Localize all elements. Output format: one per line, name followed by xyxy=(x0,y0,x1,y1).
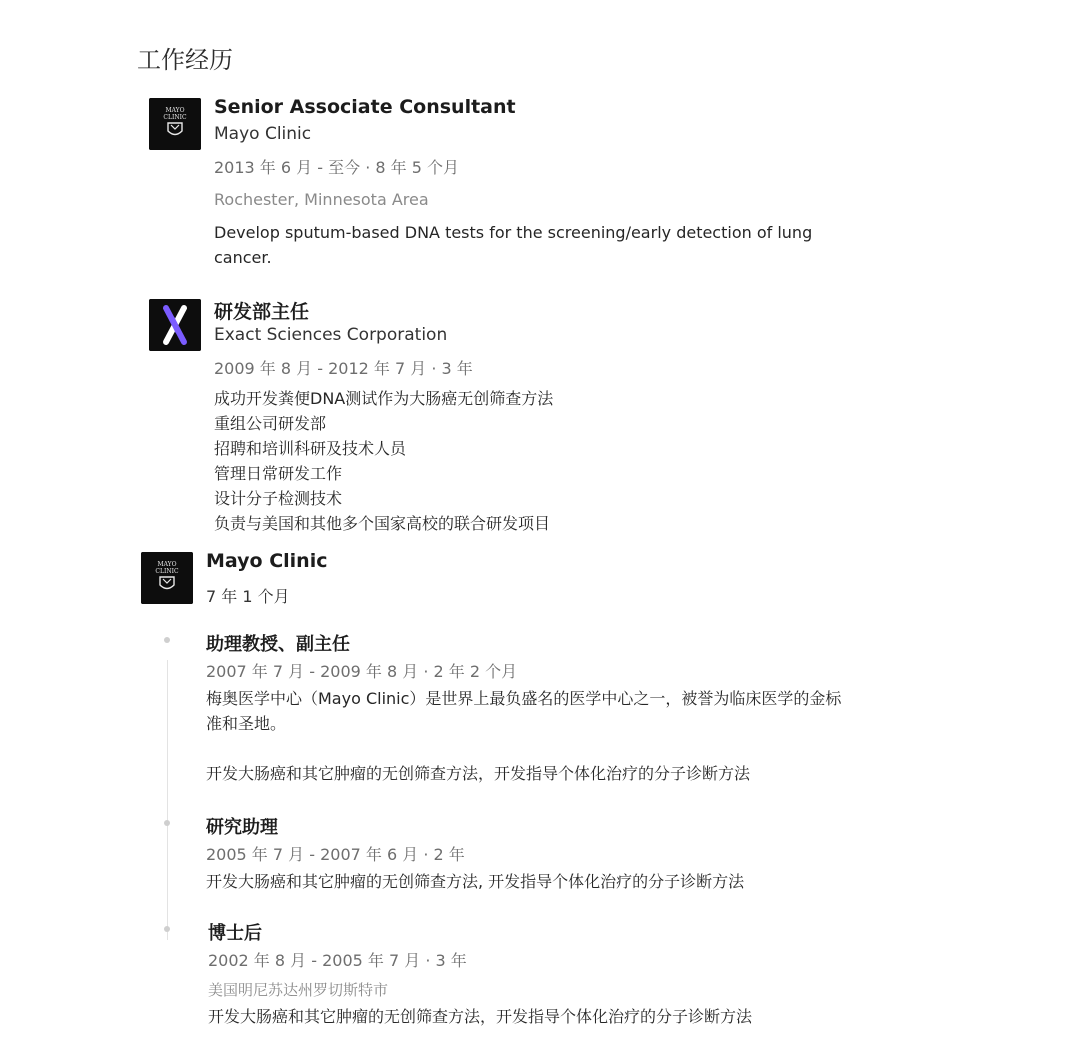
job-title[interactable]: 研发部主任 xyxy=(214,301,310,323)
timeline-line xyxy=(167,660,168,940)
role-title[interactable]: 研究助理 xyxy=(206,817,278,838)
description-line: 准和圣地。 xyxy=(206,714,287,733)
svg-text:CLINIC: CLINIC xyxy=(155,568,179,575)
role-title[interactable]: 助理教授、副主任 xyxy=(206,634,350,655)
section-title: 工作经历 xyxy=(137,46,233,74)
mayo-clinic-logo-icon[interactable] xyxy=(149,98,201,150)
location: 美国明尼苏达州罗切斯特市 xyxy=(208,981,389,999)
date-range: 2013 年 6 月 - 至今 · 8 年 5 个月 xyxy=(214,158,459,177)
timeline-dot xyxy=(164,637,170,643)
description-line: 开发大肠癌和其它肿瘤的无创筛查方法，开发指导个体化治疗的分子诊断方法 xyxy=(206,764,751,783)
description-line: 负责与美国和其他多个国家高校的联合研发项目 xyxy=(214,514,551,533)
location: Rochester, Minnesota Area xyxy=(214,190,429,209)
description-line: 成功开发粪便DNA测试作为大肠癌无创筛查方法 xyxy=(214,389,554,408)
description-line: Develop sputum-based DNA tests for the screening/early detection of lung xyxy=(214,223,813,242)
description-line: 设计分子检测技术 xyxy=(214,489,343,508)
date-range: 2005 年 7 月 - 2007 年 6 月 · 2 年 xyxy=(206,845,465,864)
svg-text:MAYO: MAYO xyxy=(165,107,185,114)
description-line: 梅奥医学中心（Mayo Clinic）是世界上最负盛名的医学中心之一，被誉为临床医学的金标 xyxy=(206,689,842,708)
date-range: 2002 年 8 月 - 2005 年 7 月 · 3 年 xyxy=(208,951,467,970)
description-line: 开发大肠癌和其它肿瘤的无创筛查方法，开发指导个体化治疗的分子诊断方法 xyxy=(208,1007,753,1026)
description-line: 管理日常研发工作 xyxy=(214,464,343,483)
description-line: 重组公司研发部 xyxy=(214,414,327,433)
date-range: 2007 年 7 月 - 2009 年 8 月 · 2 年 2 个月 xyxy=(206,662,518,681)
date-range: 2009 年 8 月 - 2012 年 7 月 · 3 年 xyxy=(214,359,473,378)
svg-text:CLINIC: CLINIC xyxy=(163,114,187,121)
svg-text:MAYO: MAYO xyxy=(157,561,177,568)
role-title[interactable]: 博士后 xyxy=(208,923,262,944)
description-line: cancer. xyxy=(214,248,272,267)
exact-sciences-logo-icon[interactable] xyxy=(149,299,201,351)
timeline-dot xyxy=(164,820,170,826)
total-duration: 7 年 1 个月 xyxy=(206,587,290,606)
job-title[interactable]: Senior Associate Consultant xyxy=(214,96,516,118)
company-name[interactable]: Exact Sciences Corporation xyxy=(214,325,448,345)
description-line: 招聘和培训科研及技术人员 xyxy=(214,439,407,458)
company-name[interactable]: Mayo Clinic xyxy=(214,124,312,144)
description-line: 开发大肠癌和其它肿瘤的无创筛查方法, 开发指导个体化治疗的分子诊断方法 xyxy=(206,872,745,891)
timeline-dot xyxy=(164,926,170,932)
company-group-name[interactable]: Mayo Clinic xyxy=(206,550,328,572)
mayo-clinic-logo-icon[interactable] xyxy=(141,552,193,604)
